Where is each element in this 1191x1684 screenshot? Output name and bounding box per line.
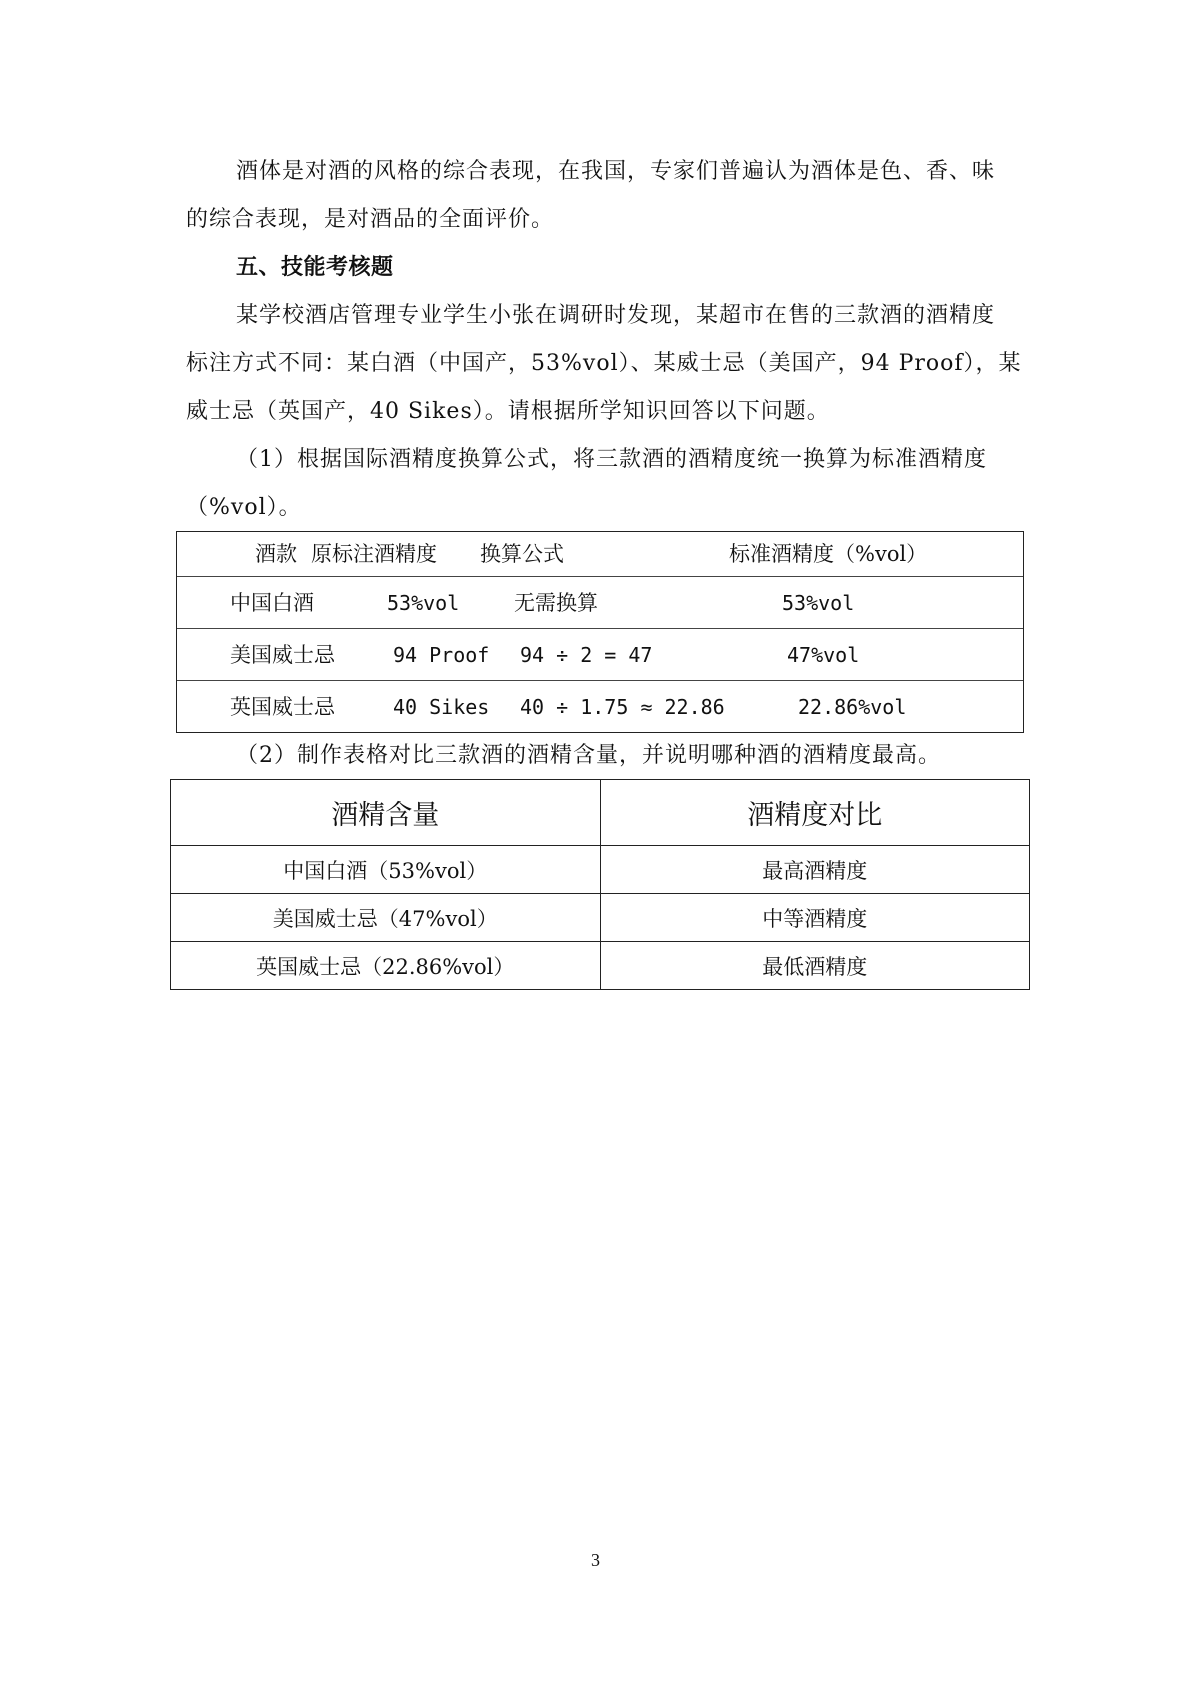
table-row [171,942,1030,990]
cell-standard: 53%vol [782,591,855,615]
question-line: （%vol）。 [186,495,302,520]
cell-original: 53%vol [387,591,460,615]
table-cell: 中等酒精度 [600,894,1030,942]
question-line: （1）根据国际酒精度换算公式，将三款酒的酒精度统一换算为标准酒精度 [236,447,987,472]
paragraph-line: 的综合表现，是对酒品的全面评价。 [186,207,555,232]
cell-standard: 22.86%vol [798,695,907,719]
table-row [171,846,1030,894]
table-row [177,680,1023,733]
table-header-row [177,532,1023,576]
table-cell: 最高酒精度 [600,846,1030,894]
cell-formula: 40 ÷ 1.75 ≈ 22.86 [520,695,725,719]
table-cell: 英国威士忌（22.86%vol） [171,942,601,990]
cell-formula: 94 ÷ 2 = 47 [520,643,653,667]
table-cell: 美国威士忌（47%vol） [171,894,601,942]
question-line: （2）制作表格对比三款酒的酒精含量，并说明哪种酒的酒精度最高。 [236,743,941,768]
section-heading: 五、技能考核题 [236,255,394,280]
comparison-table [170,779,1030,990]
cell-name: 美国威士忌 [230,643,335,667]
table-row [171,894,1030,942]
cell-name: 英国威士忌 [230,695,335,719]
table-row [177,576,1023,629]
paragraph-line: 威士忌（英国产，40 Sikes）。请根据所学知识回答以下问题。 [186,399,830,424]
page-number: 3 [591,1550,600,1570]
table-header-row [171,780,1030,846]
header-cell-standard: 标准酒精度（%vol） [729,542,928,566]
header-cell: 酒精度对比 [600,780,1030,846]
paragraph-line: 某学校酒店管理专业学生小张在调研时发现，某超市在售的三款酒的酒精度 [236,303,996,328]
header-cell-wine: 酒款 [255,542,297,566]
table-row [177,628,1023,681]
table-cell: 中国白酒（53%vol） [171,846,601,894]
paragraph-line: 酒体是对酒的风格的综合表现，在我国，专家们普遍认为酒体是色、香、味 [236,159,996,184]
header-cell-formula: 换算公式 [480,542,564,566]
cell-standard: 47%vol [787,643,860,667]
paragraph-line: 标注方式不同：某白酒（中国产，53%vol）、某威士忌（美国产，94 Proof），某 [186,351,1022,376]
cell-formula: 无需换算 [514,591,598,615]
cell-original: 94 Proof [393,643,490,667]
cell-name: 中国白酒 [230,591,314,615]
header-cell-original: 原标注酒精度 [311,542,437,566]
table-cell: 最低酒精度 [600,942,1030,990]
header-cell: 酒精含量 [171,780,601,846]
conversion-table [176,531,1024,733]
cell-original: 40 Sikes [393,695,490,719]
